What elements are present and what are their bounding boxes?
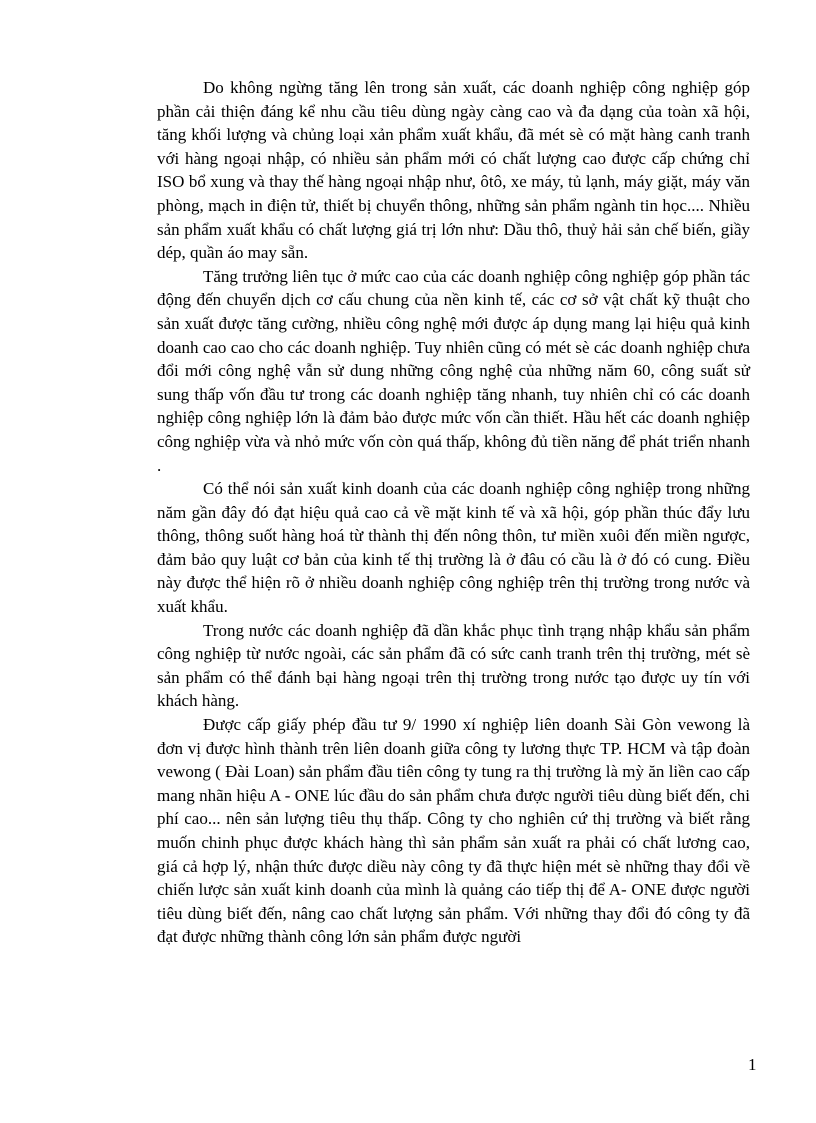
paragraph: Được cấp giấy phép đầu tư 9/ 1990 xí nghiệp liên doanh Sài Gòn vewong là đơn vị được hình thành trên liên doanh giữa công ty lương thực TP. HCM và tập đoàn vewong ( Đài Loan) sản phẩm đầu tiên công ty tung ra thị trường là mỳ ăn liền cao cấp mang nhãn hiệu A - ONE lúc đầu do sản phẩm chưa được người tiêu dùng biết đến, chi phí cao... nên sản lượng tiêu thụ thấp. Công ty cho nghiên cứ thị trường và biết rằng muốn chinh phục được khách hàng thì sản phẩm sản xuất ra phải có chất lương cao, giá cả hợp lý, nhận thức được diều này công ty đã thực hiện mét sè những thay đổi về chiến lược sản xuất kinh doanh của mình là quảng cáo tiếp thị để A- ONE được người tiêu dùng biết đến, nâng cao chất lượng sản phẩm. Với những thay đổi đó công ty đã đạt được những thành công lớn sản phẩm được người: [157, 715, 750, 947]
paragraph: Do không ngừng tăng lên trong sản xuất, các doanh nghiệp công nghiệp góp phần cải thiện đáng kể nhu cầu tiêu dùng ngày càng cao và đa dạng của toàn xã hội, tăng khối lượng và chủng loại xản phẩm xuất khẩu, đã mét sè có mặt hàng canh tranh với hàng ngoại nhập, có nhiều sản phẩm mới có chất lượng cao được cấp chứng chỉ ISO bổ xung và thay thế hàng ngoại nhập như, ôtô, xe máy, tủ lạnh, máy giặt, máy văn phòng, mạch in điện tử, thiết bị chuyển thông, những sản phẩm ngành tin học.... Nhiều sản phẩm xuất khẩu có chất lượng giá trị lớn như: Dầu thô, thuỷ hải sản chế biến, giầy dép, quần áo may sẵn.: [157, 78, 750, 263]
body-text: [157, 76, 750, 949]
page-number: 1: [748, 1055, 757, 1074]
paragraph: Trong nước các doanh nghiệp đã dần khắc phục tình trạng nhập khẩu sản phẩm công nghiệp từ nước ngoài, các sản phẩm đã có sức canh tranh trên thị trường, mét sè sản phẩm có thể đánh bại hàng ngoại trên thị trường trong nước tạo được uy tín với khách hàng.: [157, 620, 750, 711]
paragraph: Có thể nói sản xuất kinh doanh của các doanh nghiệp công nghiệp trong những năm gần đây đó đạt hiệu quả cao cả về mặt kinh tế và xã hội, góp phần thúc đẩy lưu thông, thông suốt hàng hoá từ thành thị đến nông thôn, tư miền xuôi đến miền ngược, đảm bảo quy luật cơ bản của kinh tế thị trường là ở đâu có cầu là ở đó có cung. Điều này được thể hiện rõ ở nhiều doanh nghiệp công nghiệp trên thị trường trong nước và xuất khẩu.: [157, 479, 750, 617]
paragraph: Tăng trưởng liên tục ở mức cao của các doanh nghiệp công nghiệp góp phần tác động đến chuyển dịch cơ cấu chung của nền kinh tế, các cơ sở vật chất kỹ thuật cho sản xuất được tăng cường, nhiều công nghệ mới được áp dụng mang lại hiệu quả kinh doanh cao cao cho các doanh nghiệp. Tuy nhiên cũng có mét sè các doanh nghiệp chưa đổi mới công nghệ vẫn sử dung những công nghệ của những năm 60, công suất sử sung thấp vốn đầu tư trong các doanh nghiệp tăng nhanh, tuy nhiên chỉ có các doanh nghiệp công nghiệp lớn là đảm bảo được mức vốn cần thiết. Hầu hết các doanh nghiệp công nghiệp vừa và nhỏ mức vốn còn quá thấp, không đủ tiền năng để phát triển nhanh .: [157, 266, 750, 475]
